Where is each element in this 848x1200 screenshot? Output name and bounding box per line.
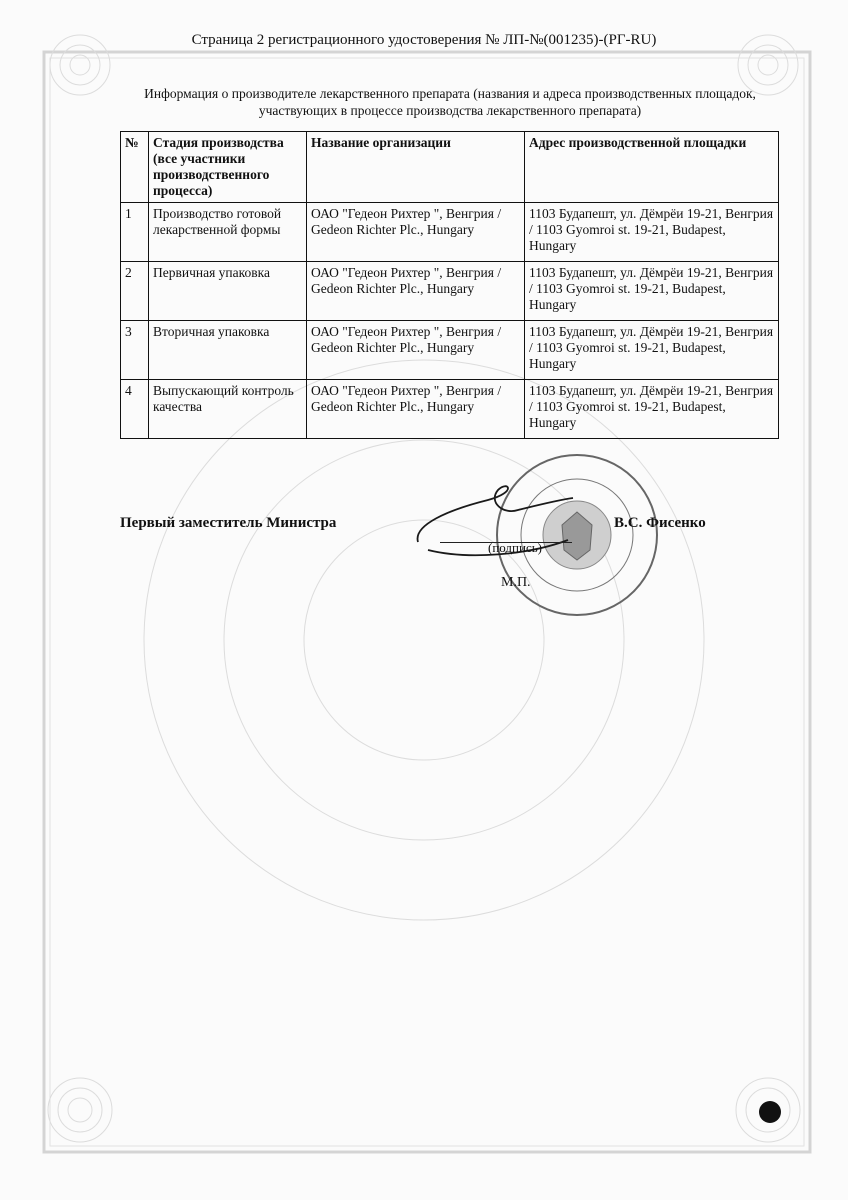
table-row — [121, 321, 779, 380]
row-address: 1103 Будапешт, ул. Дёмрёи 19-21, Венгрия / 1103 Gyomroi st. 19-21, Budapest, Hungary — [525, 203, 779, 262]
row-address: 1103 Будапешт, ул. Дёмрёи 19-21, Венгрия / 1103 Gyomroi st. 19-21, Budapest, Hungary — [525, 380, 779, 439]
table-row — [121, 262, 779, 321]
signatory-name: В.С. Фисенко — [614, 515, 706, 531]
signature-caption: (подпись) — [488, 540, 542, 555]
intro-text: Информация о производителе лекарственного препарата (названия и адреса производственных площадок, участвующих в процессе производства лекарственного препарата) — [144, 86, 756, 118]
row-num: 4 — [121, 380, 149, 439]
row-address: 1103 Будапешт, ул. Дёмрёи 19-21, Венгрия / 1103 Gyomroi st. 19-21, Budapest, Hungary — [525, 262, 779, 321]
row-org: ОАО "Гедеон Рихтер ", Венгрия / Gedeon Richter Plc., Hungary — [307, 262, 525, 321]
row-stage: Первичная упаковка — [149, 262, 307, 321]
row-num: 1 — [121, 203, 149, 262]
col-org-header: Название организации — [307, 132, 525, 203]
row-org: ОАО "Гедеон Рихтер ", Венгрия / Gedeon Richter Plc., Hungary — [307, 203, 525, 262]
col-stage-header: Стадия производства (все участники производственного процесса) — [149, 132, 307, 203]
col-address-header: Адрес производственной площадки — [525, 132, 779, 203]
row-org: ОАО "Гедеон Рихтер ", Венгрия / Gedeon Richter Plc., Hungary — [307, 380, 525, 439]
production-table — [120, 131, 779, 439]
col-num-header: № — [121, 132, 149, 203]
row-address: 1103 Будапешт, ул. Дёмрёи 19-21, Венгрия / 1103 Gyomroi st. 19-21, Budapest, Hungary — [525, 321, 779, 380]
row-org: ОАО "Гедеон Рихтер ", Венгрия / Gedeon Richter Plc., Hungary — [307, 321, 525, 380]
row-stage: Производство готовой лекарственной формы — [149, 203, 307, 262]
seal-label: М.П. — [501, 575, 531, 590]
table-header-row — [121, 132, 779, 203]
page-header: Страница 2 регистрационного удостоверения № ЛП-№(001235)-(РГ-RU) — [191, 32, 657, 48]
signatory-role: Первый заместитель Министра — [120, 515, 337, 531]
row-stage: Вторичная упаковка — [149, 321, 307, 380]
row-stage: Выпускающий контроль качества — [149, 380, 307, 439]
table-row — [121, 203, 779, 262]
row-num: 2 — [121, 262, 149, 321]
row-num: 3 — [121, 321, 149, 380]
table-row — [121, 380, 779, 439]
punch-hole — [759, 1101, 781, 1123]
